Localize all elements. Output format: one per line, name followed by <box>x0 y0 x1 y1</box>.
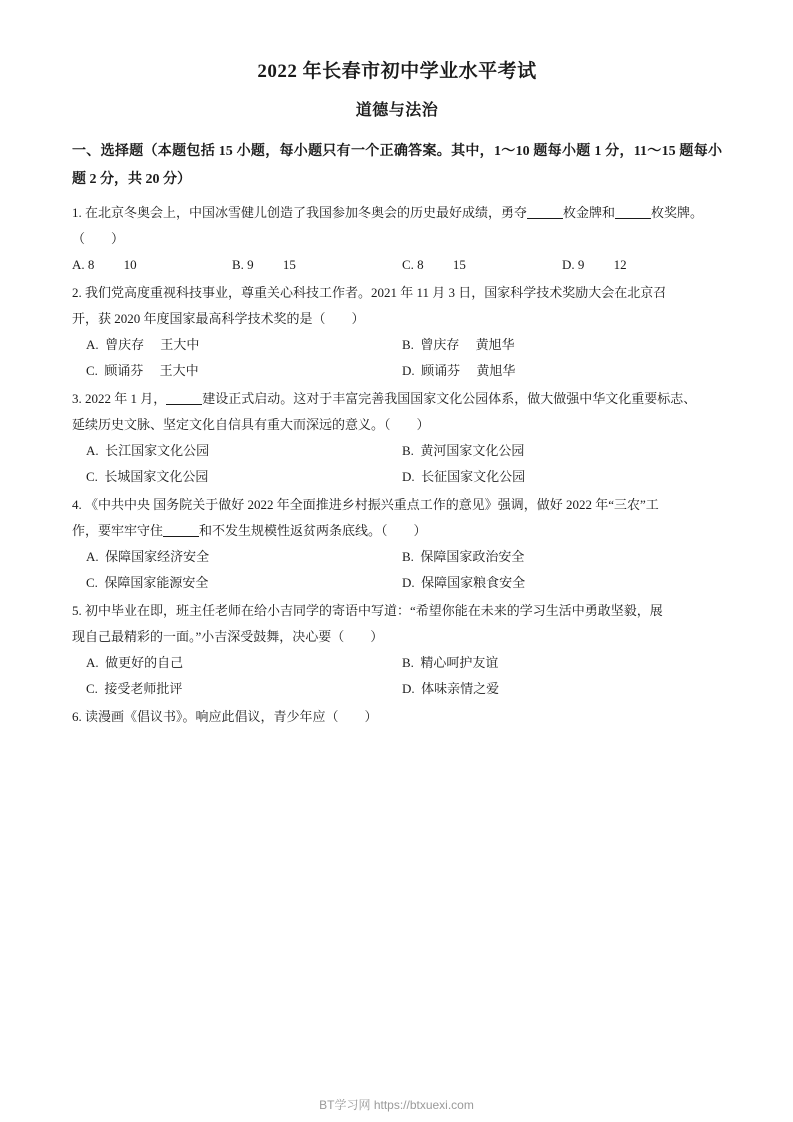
question-3-stem-line1-a: 3. 2022 年 1 月， <box>72 391 167 406</box>
page-title: 2022 年长春市初中学业水平考试 <box>257 61 537 82</box>
option-row <box>72 438 722 464</box>
question-4-stem-line1: 4. 《中共中央 国务院关于做好 2022 年全面推进乡村振兴重点工作的意见》强调，做好 2022 年“三农”工 <box>72 497 659 512</box>
question-1-stem <box>72 200 722 226</box>
question-2-stem-line2: 开，获 2020 年度国家最高科学技术奖的是（ ） <box>72 311 365 326</box>
option-row <box>72 464 722 490</box>
option-a[interactable]: A. 做更好的自己 <box>86 655 184 670</box>
question-2-stem-line1: 2. 我们党高度重视科技事业，尊重关心科技工作者。2021 年 11 月 3 日，国家科学技术奖励大会在北京召 <box>72 285 667 300</box>
option-d[interactable]: D. 顾诵芬 黄旭华 <box>402 363 516 378</box>
site-brand: BT学习网 <box>319 1098 371 1112</box>
document-body <box>72 56 722 732</box>
answer-blank <box>527 205 563 219</box>
option-c[interactable]: C. 长城国家文化公园 <box>86 469 209 484</box>
option-row <box>72 650 722 676</box>
option-a[interactable]: A. 长江国家文化公园 <box>86 443 210 458</box>
question-5-stem-line1: 5. 初中毕业在即，班主任老师在给小吉同学的寄语中写道：“希望你能在未来的学习生活中勇敢坚毅，展 <box>72 603 663 618</box>
option-row <box>72 252 722 278</box>
page-footer <box>0 1096 793 1113</box>
answer-blank <box>166 391 202 405</box>
question-1-stem-line2: （ ） <box>72 231 125 246</box>
question-6-stem-line1: 6. 读漫画《倡议书》。响应此倡议，青少年应（ ） <box>72 709 378 724</box>
question-2 <box>72 280 722 384</box>
question-1 <box>72 200 722 278</box>
option-d[interactable]: D. 体味亲情之爱 <box>402 681 500 696</box>
answer-blank <box>163 523 199 537</box>
option-a[interactable]: A. 曾庆存 王大中 <box>86 337 200 352</box>
option-row <box>72 676 722 702</box>
question-5-options <box>72 650 722 702</box>
option-row <box>72 570 722 596</box>
question-1-stem-part3: 枚奖牌。 <box>651 205 704 220</box>
site-url[interactable]: https://btxuexi.com <box>373 1098 474 1112</box>
section-heading: 一、选择题（本题包括 15 小题，每小题只有一个正确答案。其中，1～10 题每小题 1 分，11～15 题每小题 2 分，共 20 分） <box>72 144 722 187</box>
question-1-stem-part2: 枚金牌和 <box>563 205 616 220</box>
option-a[interactable]: A. 8 10 <box>72 257 137 272</box>
question-3-stem-line1 <box>72 386 722 412</box>
option-row <box>72 332 722 358</box>
question-2-options <box>72 332 722 384</box>
answer-blank <box>615 205 651 219</box>
option-d[interactable]: D. 长征国家文化公园 <box>402 469 526 484</box>
question-4 <box>72 492 722 596</box>
option-b[interactable]: B. 保障国家政治安全 <box>402 549 525 564</box>
question-4-options <box>72 544 722 596</box>
option-c[interactable]: C. 保障国家能源安全 <box>86 575 209 590</box>
option-row <box>72 358 722 384</box>
option-c[interactable]: C. 顾诵芬 王大中 <box>86 363 199 378</box>
option-b[interactable]: B. 9 15 <box>232 257 296 272</box>
question-5-stem-line2: 现自己最精彩的一面。”小吉深受鼓舞，决心要（ ） <box>72 629 384 644</box>
question-1-options <box>72 252 722 278</box>
page-subtitle: 道德与法治 <box>355 102 439 119</box>
question-3 <box>72 386 722 490</box>
question-4-stem-line2-b: 和不发生规模性返贫两条底线。（ ） <box>199 523 427 538</box>
option-c[interactable]: C. 接受老师批评 <box>86 681 183 696</box>
question-5 <box>72 598 722 702</box>
option-b[interactable]: B. 曾庆存 黄旭华 <box>402 337 515 352</box>
question-4-stem-line2-a: 作，要牢牢守住 <box>72 523 164 538</box>
option-d[interactable]: D. 保障国家粮食安全 <box>402 575 526 590</box>
option-a[interactable]: A. 保障国家经济安全 <box>86 549 210 564</box>
question-4-stem-line2 <box>72 518 722 544</box>
question-3-stem-line1-b: 建设正式启动。这对于丰富完善我国国家文化公园体系，做大做强中华文化重要标志、 <box>202 391 697 406</box>
option-c[interactable]: C. 8 15 <box>402 257 466 272</box>
option-b[interactable]: B. 黄河国家文化公园 <box>402 443 525 458</box>
question-6 <box>72 704 722 730</box>
question-3-stem-line2: 延续历史文脉、坚定文化自信具有重大而深远的意义。（ ） <box>72 417 430 432</box>
question-3-options <box>72 438 722 490</box>
option-row <box>72 544 722 570</box>
option-d[interactable]: D. 9 12 <box>562 257 627 272</box>
question-1-stem-part1: 1. 在北京冬奥会上，中国冰雪健儿创造了我国参加冬奥会的历史最好成绩，勇夺 <box>72 205 528 220</box>
option-b[interactable]: B. 精心呵护友谊 <box>402 655 499 670</box>
